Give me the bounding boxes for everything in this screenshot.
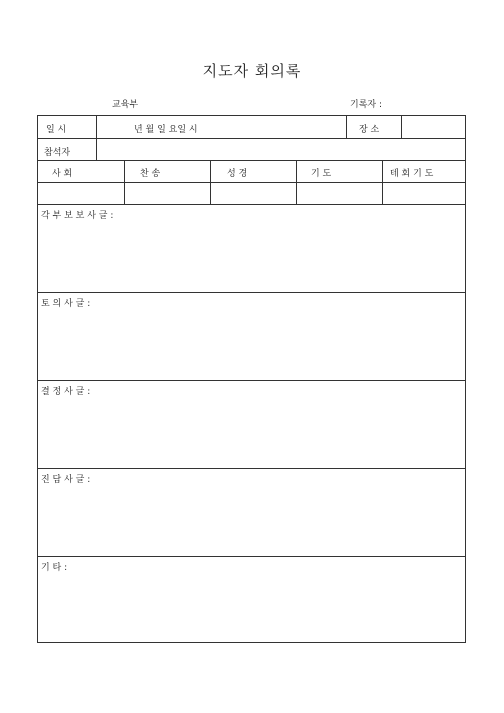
prayer-value-cell[interactable]: [296, 183, 382, 204]
pending-label: 진 담 사 글 :: [41, 475, 91, 485]
decision-section[interactable]: [38, 381, 465, 469]
hymn-value-cell[interactable]: [124, 183, 210, 204]
place-label-cell: [346, 116, 401, 138]
prayer-header-cell: [296, 161, 382, 182]
document-title: 지도자 회의록: [202, 62, 302, 80]
department-label: 교육부: [112, 100, 139, 110]
attendees-label-cell: [38, 139, 96, 160]
scripture-header-cell: [210, 161, 296, 182]
date-label-cell: [38, 116, 96, 138]
discussion-section[interactable]: [38, 293, 465, 381]
meeting-form: [37, 115, 466, 643]
program-header-row: [38, 161, 465, 183]
attendees-value-cell[interactable]: [96, 139, 465, 160]
recorder-label: 기록자 :: [350, 100, 382, 110]
date-place-row: [38, 116, 465, 139]
other-label: 기 타 :: [41, 563, 68, 573]
prayer-header: 기 도: [311, 169, 332, 179]
reports-section[interactable]: [38, 205, 465, 293]
decision-label: 결 정 사 글 :: [41, 387, 91, 397]
hymn-header-cell: [124, 161, 210, 182]
discussion-label: 토 의 사 글 :: [41, 299, 91, 309]
host-value-cell[interactable]: [38, 183, 124, 204]
closing-prayer-header: 테 회 기 도: [390, 169, 434, 179]
scripture-value-cell[interactable]: [210, 183, 296, 204]
closing-prayer-value-cell[interactable]: [382, 183, 465, 204]
attendees-label: 참석자: [44, 148, 71, 158]
date-label: 일 시: [46, 125, 67, 135]
hymn-header: 찬 송: [140, 169, 161, 179]
attendees-row: [38, 139, 465, 161]
pending-section[interactable]: [38, 469, 465, 557]
closing-prayer-header-cell: [382, 161, 465, 182]
place-label: 장 소: [359, 125, 380, 135]
reports-label: 각 부 보 보 사 글 :: [41, 211, 114, 221]
scripture-header: 성 경: [227, 169, 248, 179]
date-value-cell[interactable]: [96, 116, 346, 138]
program-value-row: [38, 183, 465, 205]
other-section[interactable]: [38, 557, 465, 642]
place-value-cell[interactable]: [401, 116, 465, 138]
host-header-cell: [38, 161, 124, 182]
host-header: 사 회: [52, 169, 73, 179]
date-value-template: 년 월 일 요일 시: [134, 125, 198, 135]
